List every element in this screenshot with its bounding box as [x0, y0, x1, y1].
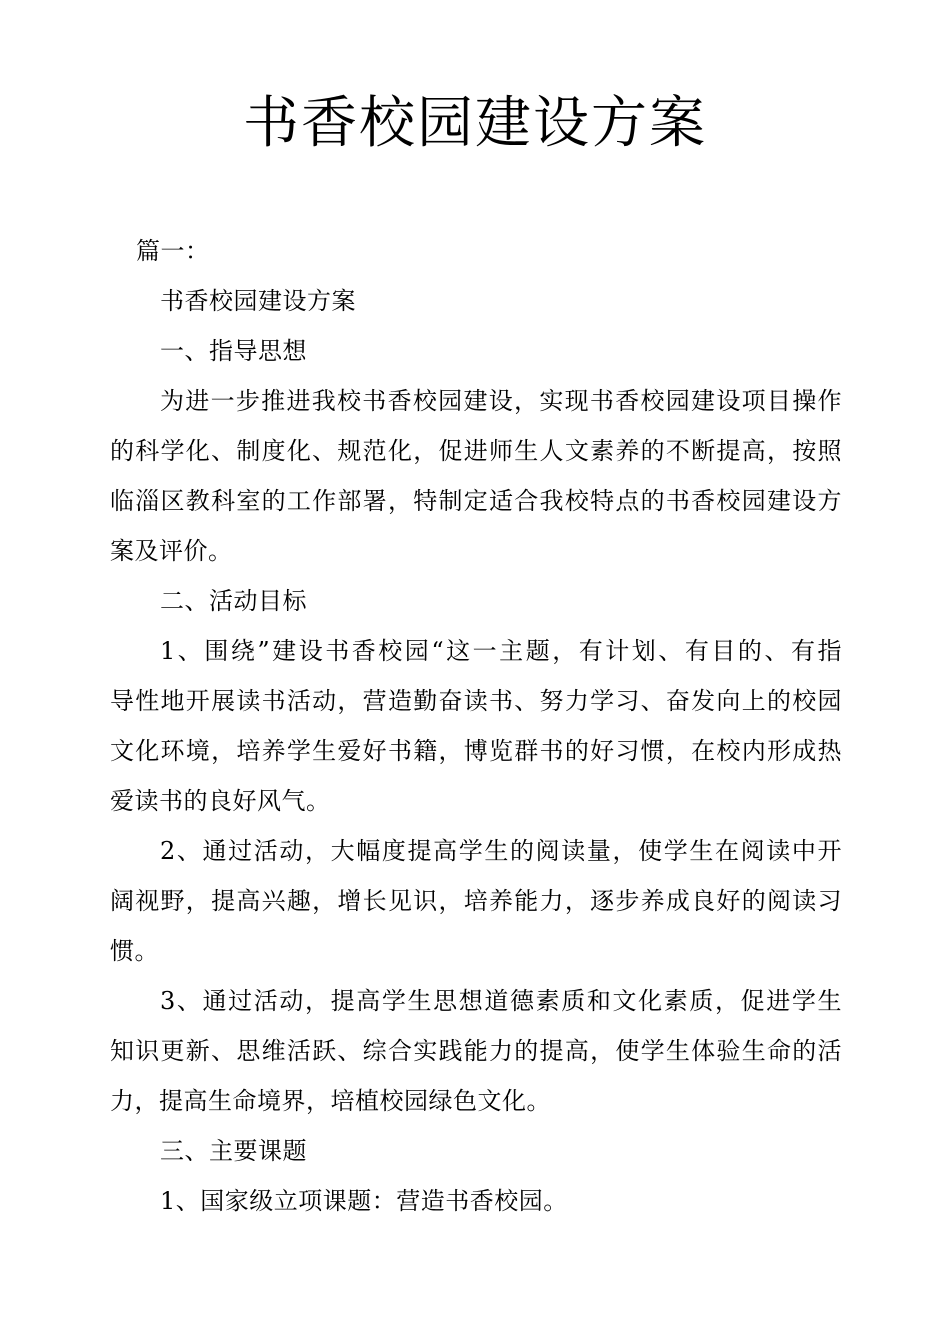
paragraph-line: 3、通过活动，提高学生思想道德素质和文化素质，促进学生 — [160, 987, 842, 1015]
section-heading-1: 一、指导思想 — [160, 337, 307, 365]
paragraph-line: 力，提高生命境界，培植校园绿色文化。 — [110, 1087, 551, 1115]
paragraph-goal-3 — [110, 976, 842, 1126]
subtitle: 书香校园建设方案 — [160, 287, 356, 315]
paragraph-line: 临淄区教科室的工作部署，特制定适合我校特点的书香校园建设方 — [110, 487, 842, 515]
paragraph-line: 导性地开展读书活动，营造勤奋读书、努力学习、奋发向上的校园 — [110, 687, 842, 715]
paragraph-line: 文化环境，培养学生爱好书籍，博览群书的好习惯，在校内形成热 — [110, 737, 842, 765]
paragraph-line: 2、通过活动，大幅度提高学生的阅读量，使学生在阅读中开 — [160, 837, 842, 865]
paragraph-line: 1、围绕”建设书香校园“这一主题，有计划、有目的、有指 — [160, 637, 842, 665]
paragraph-line: 案及评价。 — [110, 537, 233, 565]
chapter-label: 篇一： — [136, 237, 210, 265]
paragraph-line: 为进一步推进我校书香校园建设，实现书香校园建设项目操作 — [160, 387, 842, 415]
document-title: 书香校园建设方案 — [243, 91, 707, 156]
paragraph-line: 惯。 — [110, 937, 159, 965]
paragraph-goal-1 — [110, 626, 842, 826]
paragraph-goal-2 — [110, 826, 842, 976]
paragraph-line: 知识更新、思维活跃、综合实践能力的提高，使学生体验生命的活 — [110, 1037, 842, 1065]
section-heading-3: 三、主要课题 — [160, 1137, 307, 1165]
topic-item-1: 1、国家级立项课题：营造书香校园。 — [160, 1187, 568, 1215]
paragraph-line: 阔视野，提高兴趣，增长见识，培养能力，逐步养成良好的阅读习 — [110, 887, 842, 915]
paragraph-guiding-idea — [110, 376, 842, 576]
document-body — [110, 226, 842, 1226]
section-heading-2: 二、活动目标 — [160, 587, 307, 615]
paragraph-line: 的科学化、制度化、规范化，促进师生人文素养的不断提高，按照 — [110, 437, 842, 465]
paragraph-line: 爱读书的良好风气。 — [110, 787, 331, 815]
